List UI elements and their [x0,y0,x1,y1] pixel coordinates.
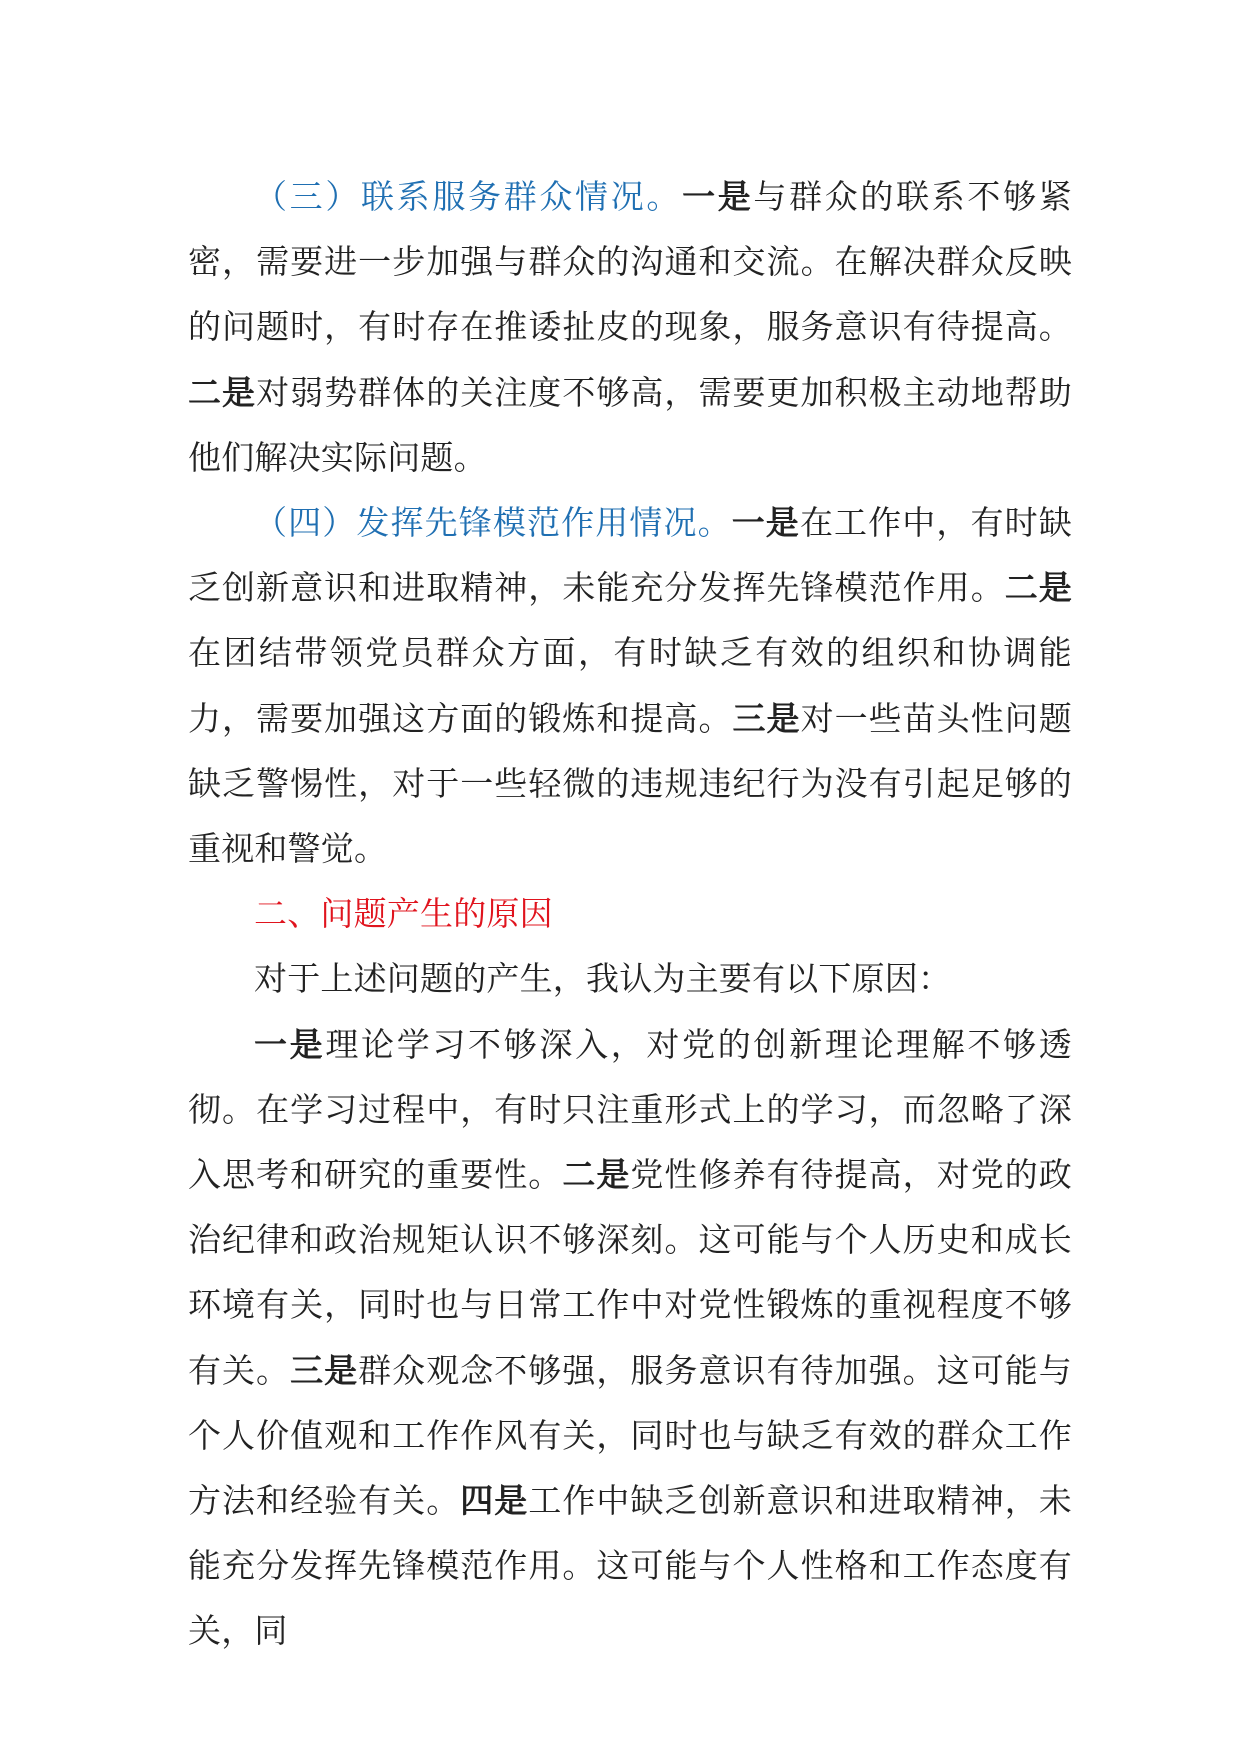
reason-text-4: 工作中缺乏创新意识和进取精神，未能充分发挥先锋模范作用。这可能与个人性格和工作态度有关，同 [188,1481,1072,1651]
marker-four: 四是 [460,1481,529,1521]
section-4-text-2: 在团结带领党员群众方面，有时缺乏有效的组织和协调能力，需要加强这方面的锻炼和提高。 [188,633,1072,738]
section-4-paragraph [188,490,1072,881]
reason-text-3: 群众观念不够强，服务意识有待加强。这可能与个人价值观和工作作风有关，同时也与缺乏有效的群众工作方法和经验有关。 [188,1350,1072,1521]
part-2-heading: 二、问题产生的原因 [254,894,553,934]
section-3-text-2: 对弱势群体的关注度不够高，需要更加积极主动地帮助他们解决实际问题。 [188,372,1072,477]
section-3-paragraph [188,164,1072,490]
marker-one: 一是 [682,177,754,216]
document-page [188,164,1072,1664]
marker-three: 三是 [732,698,801,738]
part-2-reasons-paragraph [188,1012,1072,1664]
marker-two: 二是 [1004,568,1072,608]
marker-two: 二是 [188,372,257,412]
section-4-text-1: 在工作中，有时缺乏创新意识和进取精神，未能充分发挥先锋模范作用。 [188,503,1072,608]
part-2-intro: 对于上述问题的产生，我认为主要有以下原因： [254,959,952,999]
section-3-text-1: 与群众的联系不够紧密，需要进一步加强与群众的沟通和交流。在解决群众反映的问题时，有时存在推诿扯皮的现象，服务意识有待提高。 [188,177,1072,347]
marker-one: 一是 [254,1024,326,1064]
reason-text-1: 理论学习不够深入，对党的创新理论理解不够透彻。在学习过程中，有时只注重形式上的学习，而忽略了深入思考和研究的重要性。 [188,1024,1073,1195]
marker-one: 一是 [731,503,800,543]
marker-two: 二是 [562,1155,631,1195]
section-3-heading: （三）联系服务群众情况。 [254,177,683,216]
section-4-heading: （四）发挥先锋模范作用情况。 [254,503,732,543]
reason-text-2: 党性修养有待提高，对党的政治纪律和政治规矩认识不够深刻。这可能与个人历史和成长环境有关，同时也与日常工作中对党性锻炼的重视程度不够有关。 [188,1155,1072,1390]
marker-three: 三是 [290,1350,359,1390]
section-4-text-3: 对一些苗头性问题缺乏警惕性，对于一些轻微的违规违纪行为没有引起足够的重视和警觉。 [188,698,1072,869]
